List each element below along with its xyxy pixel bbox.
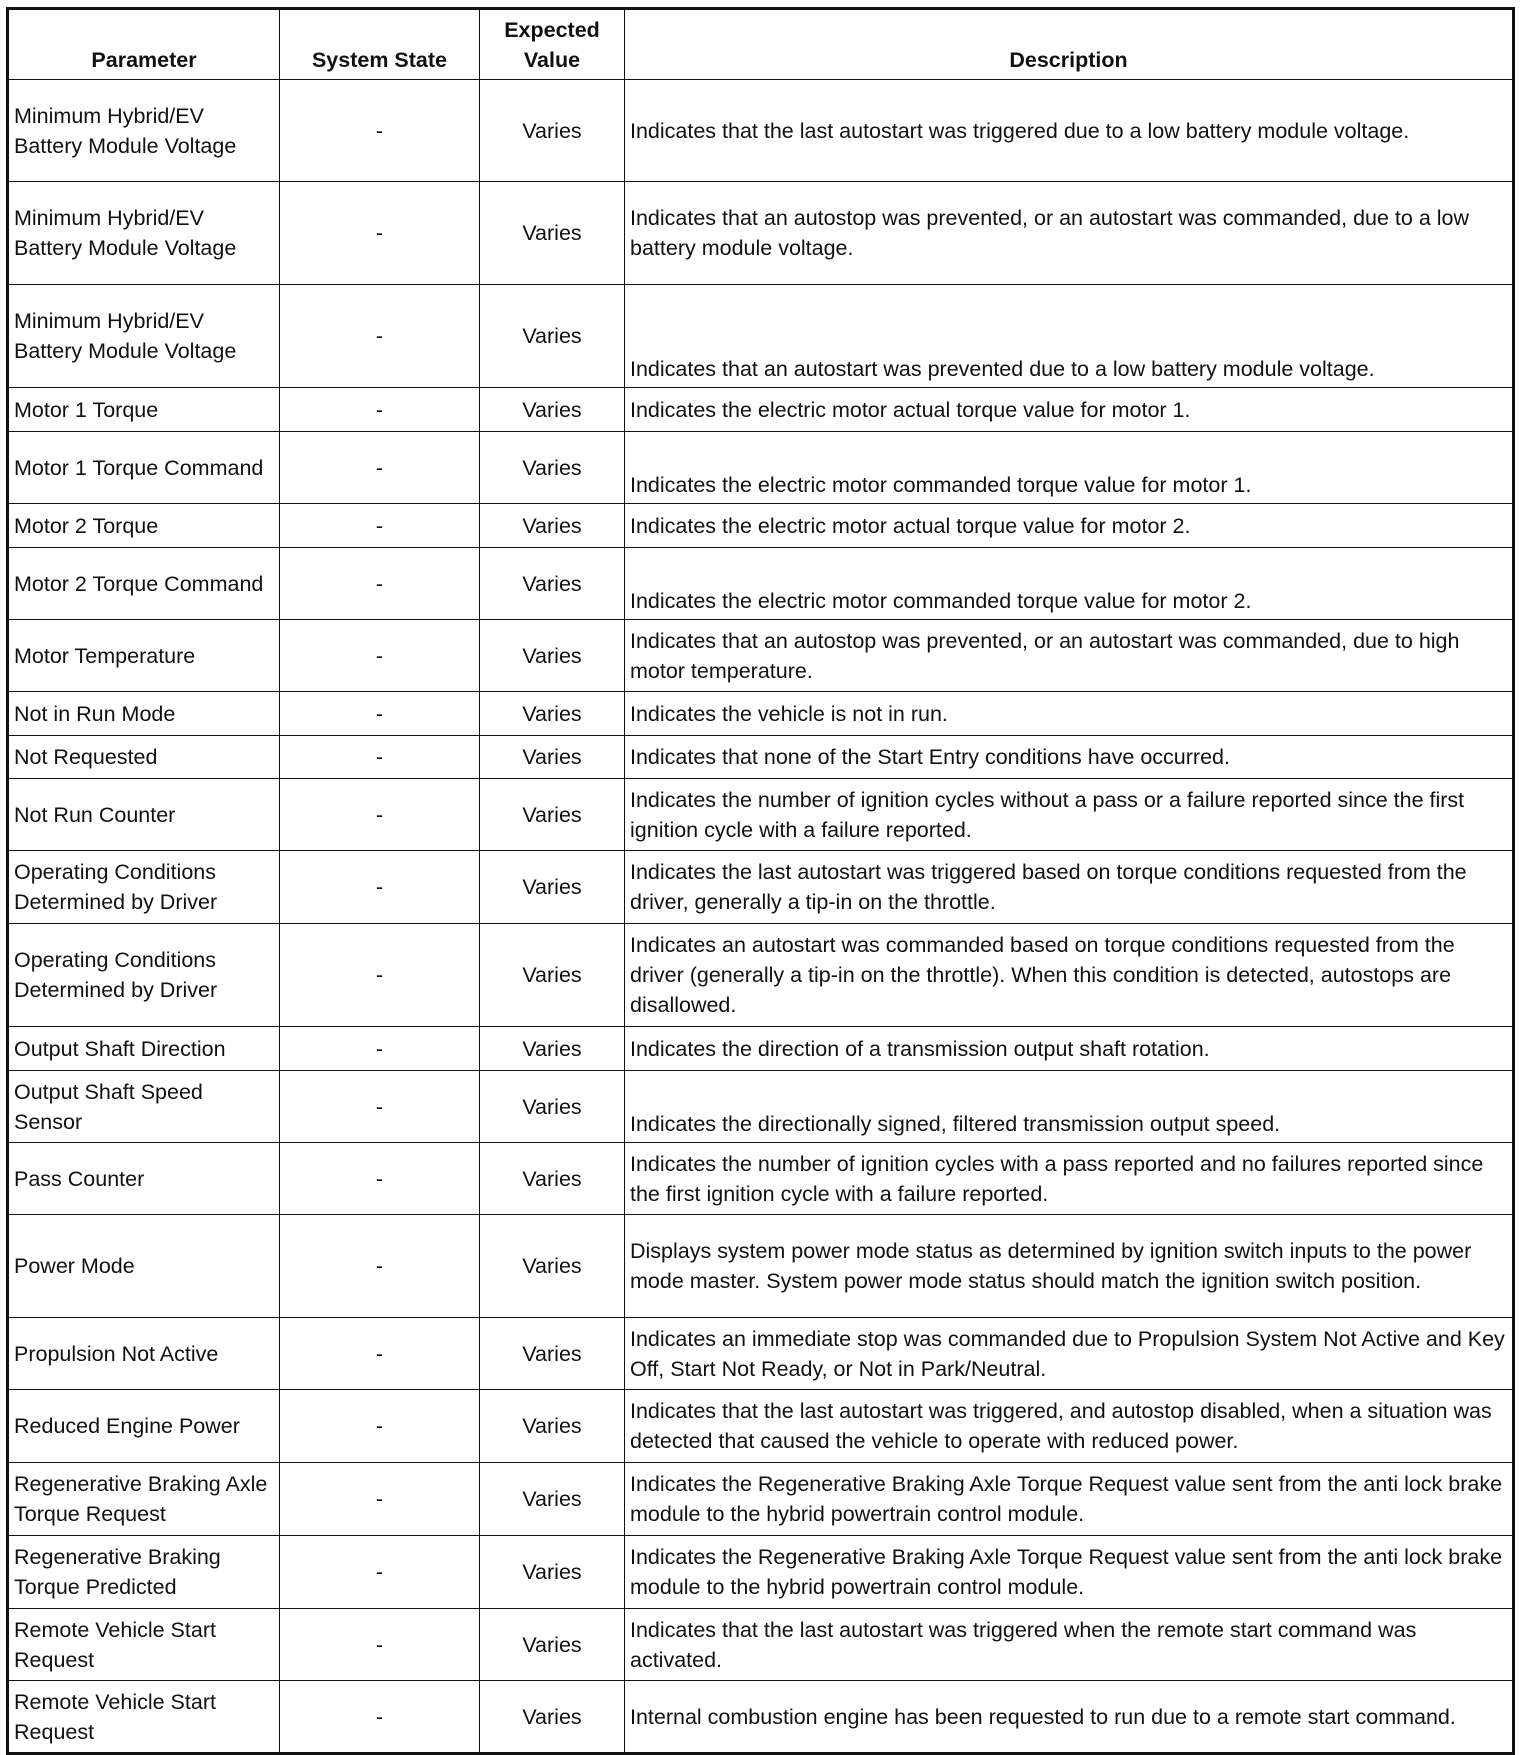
table-row xyxy=(8,779,1514,851)
system-state-cell: - xyxy=(280,851,480,924)
description-cell: Internal combustion engine has been requested to run due to a remote start command. xyxy=(625,1681,1514,1754)
description-cell: Indicates the vehicle is not in run. xyxy=(625,692,1514,736)
description-cell: Indicates the number of ignition cycles without a pass or a failure reported since the first ignition cycle with a failure reported. xyxy=(625,779,1514,851)
system-state-cell: - xyxy=(280,779,480,851)
table-row xyxy=(8,736,1514,779)
parameter-cell: Not Requested xyxy=(8,736,280,779)
description-cell: Indicates that the last autostart was triggered when the remote start command was activated. xyxy=(625,1609,1514,1681)
system-state-cell: - xyxy=(280,1143,480,1215)
expected-value-cell: Varies xyxy=(480,1027,625,1071)
parameter-cell: Regenerative Braking Axle Torque Request xyxy=(8,1463,280,1536)
expected-value-cell: Varies xyxy=(480,504,625,548)
description-cell: Indicates an immediate stop was commanded due to Propulsion System Not Active and Key Off, Start Not Ready, or Not in Park/Neutral. xyxy=(625,1318,1514,1390)
system-state-cell: - xyxy=(280,1681,480,1754)
header-row xyxy=(8,9,1514,80)
table-row xyxy=(8,1463,1514,1536)
expected-value-cell: Varies xyxy=(480,1681,625,1754)
parameter-cell: Output Shaft Direction xyxy=(8,1027,280,1071)
expected-value-cell: Varies xyxy=(480,432,625,504)
expected-value-cell: Varies xyxy=(480,851,625,924)
parameter-cell: Not in Run Mode xyxy=(8,692,280,736)
table-row xyxy=(8,692,1514,736)
system-state-cell: - xyxy=(280,1027,480,1071)
description-cell: Indicates the Regenerative Braking Axle Torque Request value sent from the anti lock brake module to the hybrid powertrain control module. xyxy=(625,1463,1514,1536)
description-cell: Indicates the direction of a transmission output shaft rotation. xyxy=(625,1027,1514,1071)
table-row xyxy=(8,1681,1514,1754)
description-cell: Displays system power mode status as determined by ignition switch inputs to the power mode master. System power mode status should match the ignition switch position. xyxy=(625,1215,1514,1318)
description-cell: Indicates that an autostop was prevented, or an autostart was commanded, due to a low battery module voltage. xyxy=(625,182,1514,285)
table-row xyxy=(8,1143,1514,1215)
expected-value-cell: Varies xyxy=(480,736,625,779)
expected-value-cell: Varies xyxy=(480,1463,625,1536)
system-state-cell: - xyxy=(280,285,480,388)
table-row xyxy=(8,504,1514,548)
description-cell: Indicates that an autostart was prevented due to a low battery module voltage. xyxy=(625,285,1514,388)
description-cell: Indicates the last autostart was triggered based on torque conditions requested from the driver, generally a tip-in on the throttle. xyxy=(625,851,1514,924)
parameter-cell: Operating Conditions Determined by Driver xyxy=(8,851,280,924)
parameter-cell: Motor Temperature xyxy=(8,620,280,692)
system-state-cell: - xyxy=(280,1390,480,1463)
parameter-cell: Operating Conditions Determined by Driver xyxy=(8,924,280,1027)
table-row xyxy=(8,182,1514,285)
table-row xyxy=(8,388,1514,432)
expected-value-cell: Varies xyxy=(480,1318,625,1390)
parameter-cell: Regenerative Braking Torque Predicted xyxy=(8,1536,280,1609)
parameter-cell: Motor 1 Torque xyxy=(8,388,280,432)
system-state-cell: - xyxy=(280,504,480,548)
header-parameter: Parameter xyxy=(8,9,280,80)
table-row xyxy=(8,80,1514,182)
expected-value-cell: Varies xyxy=(480,1143,625,1215)
table-row xyxy=(8,432,1514,504)
description-cell: Indicates the electric motor commanded torque value for motor 1. xyxy=(625,432,1514,504)
header-expected-value: Expected Value xyxy=(480,9,625,80)
expected-value-cell: Varies xyxy=(480,1071,625,1143)
parameter-cell: Motor 2 Torque Command xyxy=(8,548,280,620)
parameter-cell: Motor 1 Torque Command xyxy=(8,432,280,504)
parameter-cell: Reduced Engine Power xyxy=(8,1390,280,1463)
system-state-cell: - xyxy=(280,548,480,620)
header-description: Description xyxy=(625,9,1514,80)
expected-value-cell: Varies xyxy=(480,80,625,182)
system-state-cell: - xyxy=(280,1318,480,1390)
table-row xyxy=(8,1390,1514,1463)
header-system-state: System State xyxy=(280,9,480,80)
parameter-cell: Propulsion Not Active xyxy=(8,1318,280,1390)
system-state-cell: - xyxy=(280,1071,480,1143)
system-state-cell: - xyxy=(280,80,480,182)
description-cell: Indicates an autostart was commanded based on torque conditions requested from the driver (generally a tip-in on the throttle). When this condition is detected, autostops are disallowed. xyxy=(625,924,1514,1027)
expected-value-cell: Varies xyxy=(480,1609,625,1681)
table-row xyxy=(8,1215,1514,1318)
expected-value-cell: Varies xyxy=(480,620,625,692)
description-cell: Indicates that none of the Start Entry conditions have occurred. xyxy=(625,736,1514,779)
table-row xyxy=(8,1609,1514,1681)
system-state-cell: - xyxy=(280,1215,480,1318)
table-row xyxy=(8,285,1514,388)
parameter-cell: Power Mode xyxy=(8,1215,280,1318)
system-state-cell: - xyxy=(280,432,480,504)
parameter-table xyxy=(6,7,1515,1755)
expected-value-cell: Varies xyxy=(480,548,625,620)
expected-value-cell: Varies xyxy=(480,779,625,851)
table-row xyxy=(8,1318,1514,1390)
description-cell: Indicates the electric motor commanded torque value for motor 2. xyxy=(625,548,1514,620)
description-cell: Indicates the electric motor actual torque value for motor 2. xyxy=(625,504,1514,548)
description-cell: Indicates the electric motor actual torque value for motor 1. xyxy=(625,388,1514,432)
system-state-cell: - xyxy=(280,1536,480,1609)
parameter-cell: Motor 2 Torque xyxy=(8,504,280,548)
table-row xyxy=(8,620,1514,692)
expected-value-cell: Varies xyxy=(480,1215,625,1318)
system-state-cell: - xyxy=(280,692,480,736)
expected-value-cell: Varies xyxy=(480,285,625,388)
table-row xyxy=(8,1071,1514,1143)
parameter-cell: Minimum Hybrid/EV Battery Module Voltage xyxy=(8,80,280,182)
system-state-cell: - xyxy=(280,1609,480,1681)
table-row xyxy=(8,1536,1514,1609)
table-row xyxy=(8,1027,1514,1071)
expected-value-cell: Varies xyxy=(480,924,625,1027)
description-cell: Indicates that the last autostart was triggered, and autostop disabled, when a situation was detected that caused the vehicle to operate with reduced power. xyxy=(625,1390,1514,1463)
parameter-cell: Remote Vehicle Start Request xyxy=(8,1609,280,1681)
expected-value-cell: Varies xyxy=(480,182,625,285)
system-state-cell: - xyxy=(280,388,480,432)
expected-value-cell: Varies xyxy=(480,692,625,736)
description-cell: Indicates the Regenerative Braking Axle Torque Request value sent from the anti lock brake module to the hybrid powertrain control module. xyxy=(625,1536,1514,1609)
table-row xyxy=(8,924,1514,1027)
parameter-cell: Output Shaft Speed Sensor xyxy=(8,1071,280,1143)
description-cell: Indicates that the last autostart was triggered due to a low battery module voltage. xyxy=(625,80,1514,182)
parameter-cell: Minimum Hybrid/EV Battery Module Voltage xyxy=(8,285,280,388)
parameter-cell: Remote Vehicle Start Request xyxy=(8,1681,280,1754)
expected-value-cell: Varies xyxy=(480,1390,625,1463)
system-state-cell: - xyxy=(280,736,480,779)
parameter-cell: Minimum Hybrid/EV Battery Module Voltage xyxy=(8,182,280,285)
expected-value-cell: Varies xyxy=(480,388,625,432)
parameter-cell: Pass Counter xyxy=(8,1143,280,1215)
system-state-cell: - xyxy=(280,1463,480,1536)
description-cell: Indicates the directionally signed, filtered transmission output speed. xyxy=(625,1071,1514,1143)
system-state-cell: - xyxy=(280,182,480,285)
description-cell: Indicates that an autostop was prevented, or an autostart was commanded, due to high motor temperature. xyxy=(625,620,1514,692)
table-row xyxy=(8,851,1514,924)
system-state-cell: - xyxy=(280,620,480,692)
expected-value-cell: Varies xyxy=(480,1536,625,1609)
parameter-cell: Not Run Counter xyxy=(8,779,280,851)
description-cell: Indicates the number of ignition cycles with a pass reported and no failures reported since the first ignition cycle with a failure reported. xyxy=(625,1143,1514,1215)
table-row xyxy=(8,548,1514,620)
system-state-cell: - xyxy=(280,924,480,1027)
